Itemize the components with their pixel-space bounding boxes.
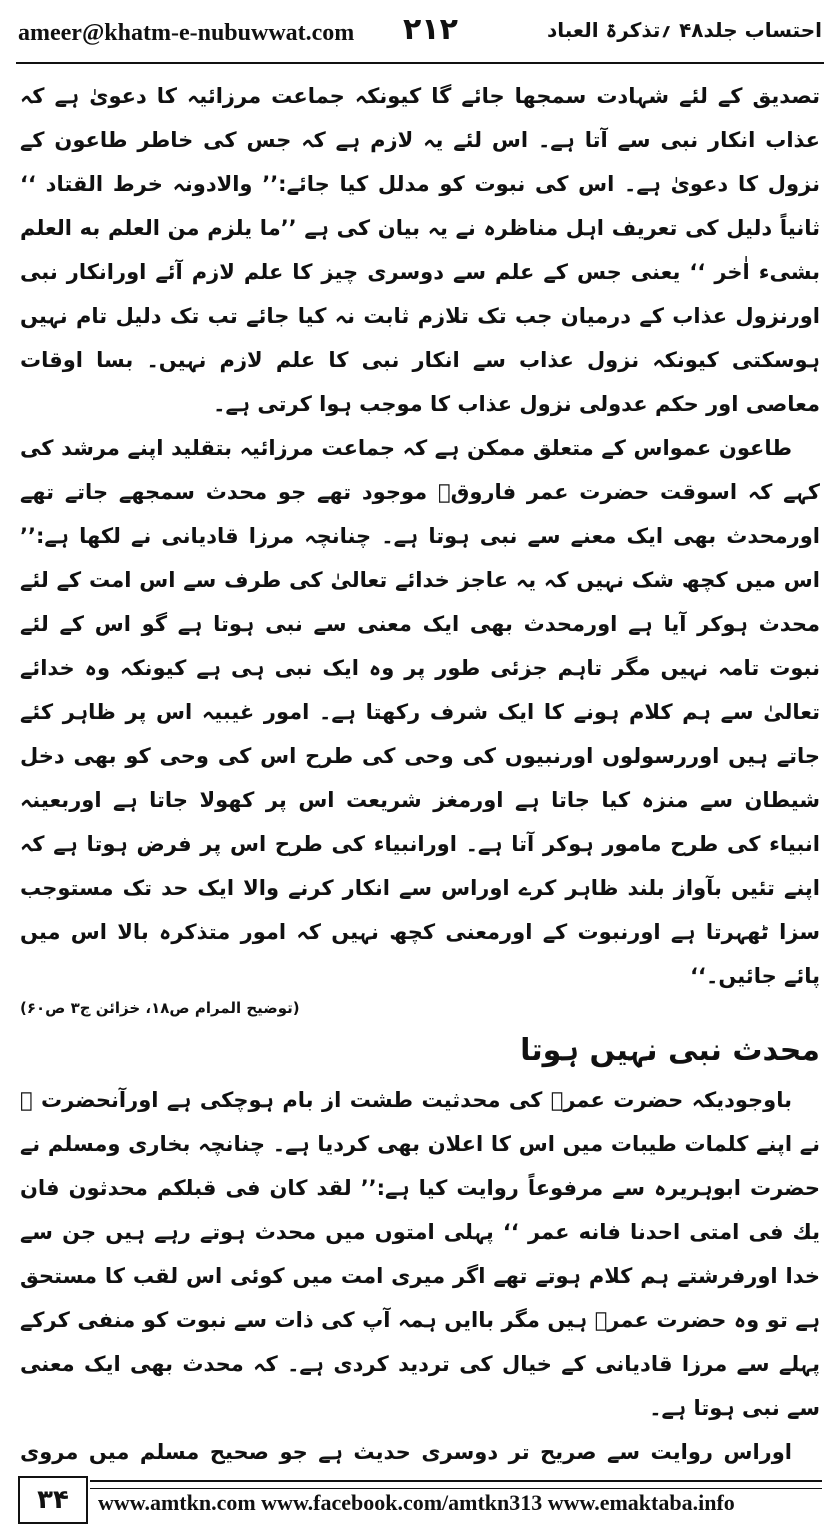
reference-citation: (توضیح المرام ص۱۸، خزائن ج۳ ص۶۰) — [20, 999, 300, 1017]
header-book-title: احتساب جلد۴۸ ؍تذکرۃ العباد — [546, 18, 822, 42]
paragraph-2: طاعون عمواس کے متعلق ممکن ہے کہ جماعت مرزائیہ بتقلید اپنے مرشد کی کہے کہ اسوقت حضرت عمر فاروقؓ موجود تھے جو محدث سمجھے جاتے تھے اورمحدث بھی ایک معنے سے نبی ہوتا ہے۔ چنانچہ مرزا قادیانی نے لکھا ہے:’’ اس میں کچھ شک نہیں کہ یہ عاجز خدائے تعالیٰ کی طرف سے اس امت کے لئے محدث ہوکر آیا ہے اورمحدث بھی ایک معنی سے نبی ہوتا ہے گو اس کے لئے نبوت تامہ نہیں مگر تاہم جزئی طور پر وہ ایک نبی ہی ہے کیونکہ وہ خدائے تعالیٰ سے ہم کلام ہونے کا ایک شرف رکھتا ہے۔ امور غیبیہ اس پر ظاہر کئے جاتے ہیں اوررسولوں اورنبیوں کی وحی کی طرح اس کی وحی کو بھی دخل شیطان سے منزہ کیا جاتا ہے اورمغز شریعت اس پر کھولا جاتا ہے اوربعینہ انبیاء کی طرح مامور ہوکر آتا ہے۔ اورانبیاء کی طرح اس پر فرض ہوتا ہے کہ اپنے تئیں بآواز بلند ظاہر کرے اوراس سے انکار کرنے والا ایک حد تک مستوجب سزا ٹھہرتا ہے اورنبوت کے اورمعنی کچھ نہیں کہ امور متذکرہ بالا اس میں پائے جائیں۔‘‘ — [20, 436, 820, 988]
paragraph-1: تصدیق کے لئے شہادت سمجھا جائے گا کیونکہ جماعت مرزائیہ کا دعویٰ ہے کہ عذاب انکار نبی سے آتا ہے۔ اس لئے یہ لازم ہے کہ جس کی خاطر طاعون کے نزول کا دعویٰ ہے۔ اس کی نبوت کو مدلل کیا جائے:’’ والادونہ خرط القتاد ‘‘ ثانیاً دلیل کی تعریف اہل مناظرہ نے یہ بیان کی ہے ’’ما یلزم من العلم به العلم بشیء اٰخر ‘‘ یعنی جس کے علم سے دوسری چیز کا علم لازم آئے اورانکار نبی اورنزول عذاب کے درمیان جب تک تلازم ثابت نہ کیا جائے تب تک دلیل تام نہیں ہوسکتی کیونکہ نزول عذاب سے انکار نبی کا علم لازم نہیں۔ بسا اوقات معاصی اور حکم عدولی نزول عذاب کا موجب ہوا کرتی ہے۔ — [20, 84, 820, 416]
footer-page-number: ۳۴ — [18, 1476, 88, 1524]
footer-links: www.amtkn.com www.facebook.com/amtkn313 www.emaktaba.info — [98, 1490, 735, 1515]
header-email: ameer@khatm-e-nubuwwat.com — [18, 20, 355, 46]
paragraph-3: باوجودیکہ حضرت عمرؓ کی محدثیت طشت از بام ہوچکی ہے اورآنحضرت ﷺ نے اپنے کلمات طیبات میں اس کا اعلان بھی کردیا ہے۔ چنانچہ بخاری ومسلم نے حضرت ابوہریرہ سے مرفوعاً روایت کیا ہے:’’ لقد کان فی قبلکم محدثون فان یك فی امتی احدنا فانه عمر ‘‘ پہلی امتوں میں محدث ہوتے رہے ہیں جن سے خدا اورفرشتے ہم کلام ہوتے تھے اگر میری امت میں کوئی اس لقب کا مستحق ہے تو وہ حضرت عمرؓ ہیں مگر باایں ہمہ آپ کی ذات سے نبوت کو منفی کرکے پہلے سے مرزا قادیانی کے خیال کی تردید کردی ہے۔ کہ محدث بھی ایک معنی سے نبی ہوتا ہے۔ — [20, 1088, 820, 1420]
page-header — [18, 8, 822, 60]
page-body — [20, 74, 820, 1468]
page-footer — [18, 1474, 822, 1526]
paragraph-4: اوراس روایت سے صریح تر دوسری حدیث ہے جو صحیح مسلم میں مروی — [20, 1440, 792, 1464]
header-divider — [16, 62, 824, 64]
footer-divider — [90, 1480, 822, 1489]
section-heading: محدث نبی نہیں ہوتا — [520, 1033, 820, 1068]
header-page-number: ۲۱۲ — [403, 12, 458, 47]
